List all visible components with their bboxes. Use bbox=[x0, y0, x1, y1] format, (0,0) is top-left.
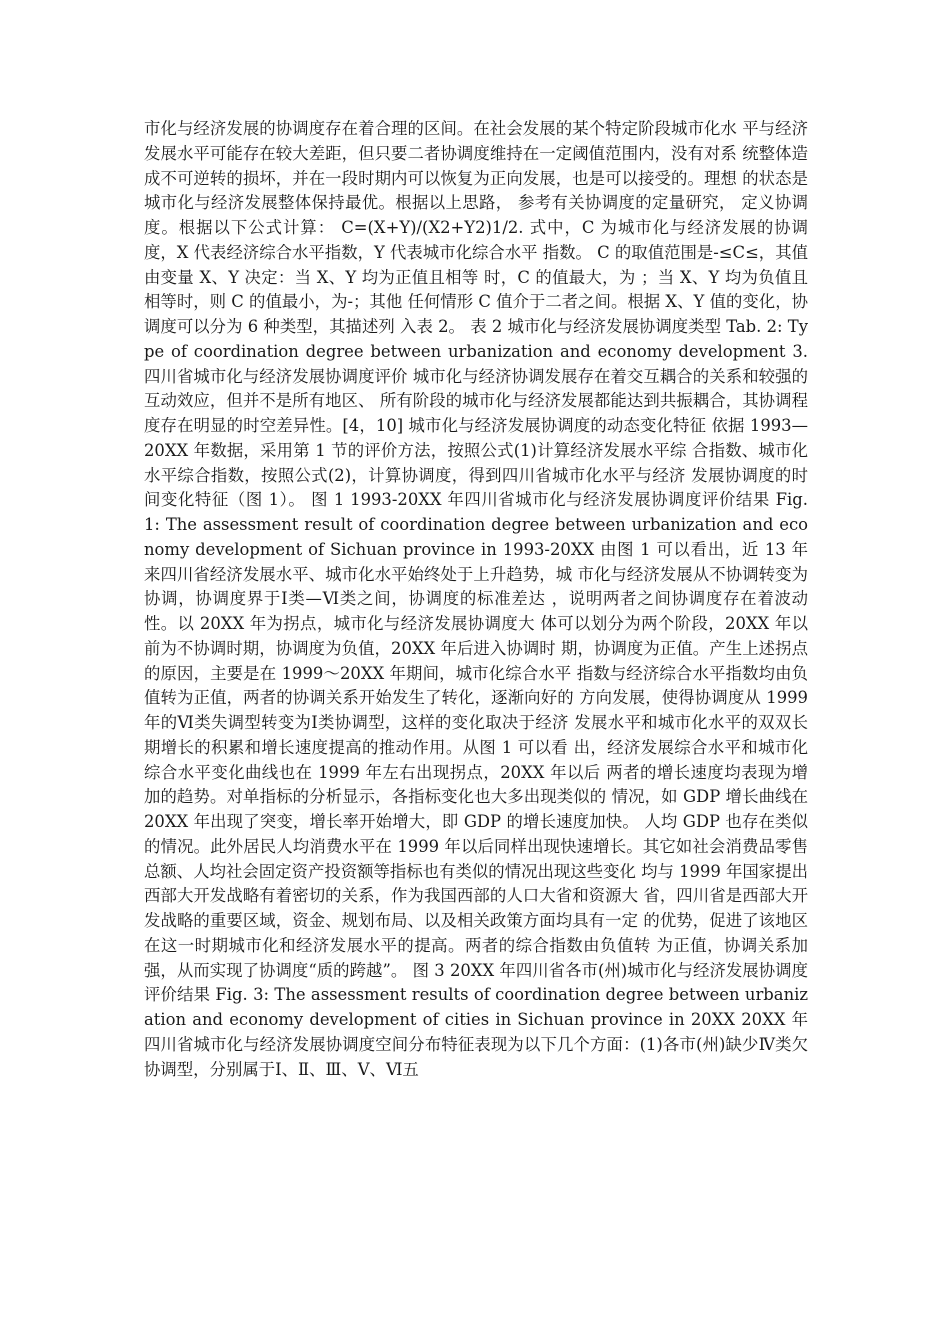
body-paragraph: 市化与经济发展的协调度存在着合理的区间。在社会发展的某个特定阶段城市化水 平与经济发展水平可能存在较大差距，但只要二者协调度维持在一定阈值范围内，没有对系 统整体造成不可逆转的损坏，并在一段时期内可以恢复为正向发展，也是可以接受的。理想 的状态是城市化与经济发展整体保持最优。根据以上思路， 参考有关协调度的定量研究， 定义协调度。根据以下公式计算： C=(X+Y)/(X2+Y2)1/2. 式中，C 为城市化与经济发展的协调度，X 代表经济综合水平指数，Y 代表城市化综合水平 指数。 C 的取值范围是-≤C≤，其值由变量 X、Y 决定：当 X、Y 均为正值且相等 时，C 的值最大，为 ；当 X、Y 均为负值且相等时，则 C 的值最小，为-；其他 任何情形 C 值介于二者之间。根据 X、Y 值的变化，协调度可以分为 6 种类型，其描述列 入表 2。 表 2 城市化与经济发展协调度类型 Tab. 2: Type of coordination degree between urbanization and economy development 3.四川省城市化与经济发展协调度评价 城市化与经济协调发展存在着交互耦合的关系和较强的互动效应，但并不是所有地区、 所有阶段的城市化与经济发展都能达到共振耦合，其协调程度存在明显的时空差异性。[4，10] 城市化与经济发展协调度的动态变化特征 依据 1993—20XX 年数据，采用第 1 节的评价方法，按照公式(1)计算经济发展水平综 合指数、城市化水平综合指数，按照公式(2)，计算协调度，得到四川省城市化水平与经济 发展协调度的时间变化特征（图 1）。 图 1 1993-20XX 年四川省城市化与经济发展协调度评价结果 Fig. 1: The assessment result of coordination degree between urbanization and economy development of Sichuan province in 1993-20XX 由图 1 可以看出，近 13 年来四川省经济发展水平、城市化水平始终处于上升趋势，城 市化与经济发展从不协调转变为协调，协调度界于Ⅰ类—Ⅵ类之间，协调度的标准差达 ，说明两者之间协调度存在着波动性。以 20XX 年为拐点，城市化与经济发展协调度大 体可以划分为两个阶段，20XX 年以前为不协调时期，协调度为负值，20XX 年后进入协调时 期，协调度为正值。产生上述拐点的原因，主要是在 1999～20XX 年期间，城市化综合水平 指数与经济综合水平指数均由负值转为正值，两者的协调关系开始发生了转化，逐渐向好的 方向发展，使得协调度从 1999 年的Ⅵ类失调型转变为Ⅰ类协调型，这样的变化取决于经济 发展水平和城市化水平的双双长期增长的积累和增长速度提高的推动作用。从图 1 可以看 出，经济发展综合水平和城市化综合水平变化曲线也在 1999 年左右出现拐点，20XX 年以后 两者的增长速度均表现为增加的趋势。对单指标的分析显示，各指标变化也大多出现类似的 情况，如 GDP 增长曲线在 20XX 年出现了突变，增长率开始增大，即 GDP 的增长速度加快。 人均 GDP 也存在类似的情况。此外居民人均消费水平在 1999 年以后同样出现快速增长。其它如社会消费品零售总额、人均社会固定资产投资额等指标也有类似的情况出现这些变化 均与 1999 年国家提出西部大开发战略有着密切的关系，作为我国西部的人口大省和资源大 省，四川省是西部大开发战略的重要区域，资金、规划布局、以及相关政策方面均具有一定 的优势，促进了该地区在这一时期城市化和经济发展水平的提高。两者的综合指数由负值转 为正值，协调关系加强，从而实现了协调度“质的跨越”。 图 3 20XX 年四川省各市(州)城市化与经济发展协调度评价结果 Fig. 3: The assessment results of coordination degree between urbanization and economy development of cities in Sichuan province in 20XX 20XX 年四川省城市化与经济发展协调度空间分布特征表现为以下几个方面：(1)各市(州)缺少Ⅳ类欠协调型，分别属于Ⅰ、Ⅱ、Ⅲ、Ⅴ、Ⅵ五 bbox=[144, 119, 808, 1079]
